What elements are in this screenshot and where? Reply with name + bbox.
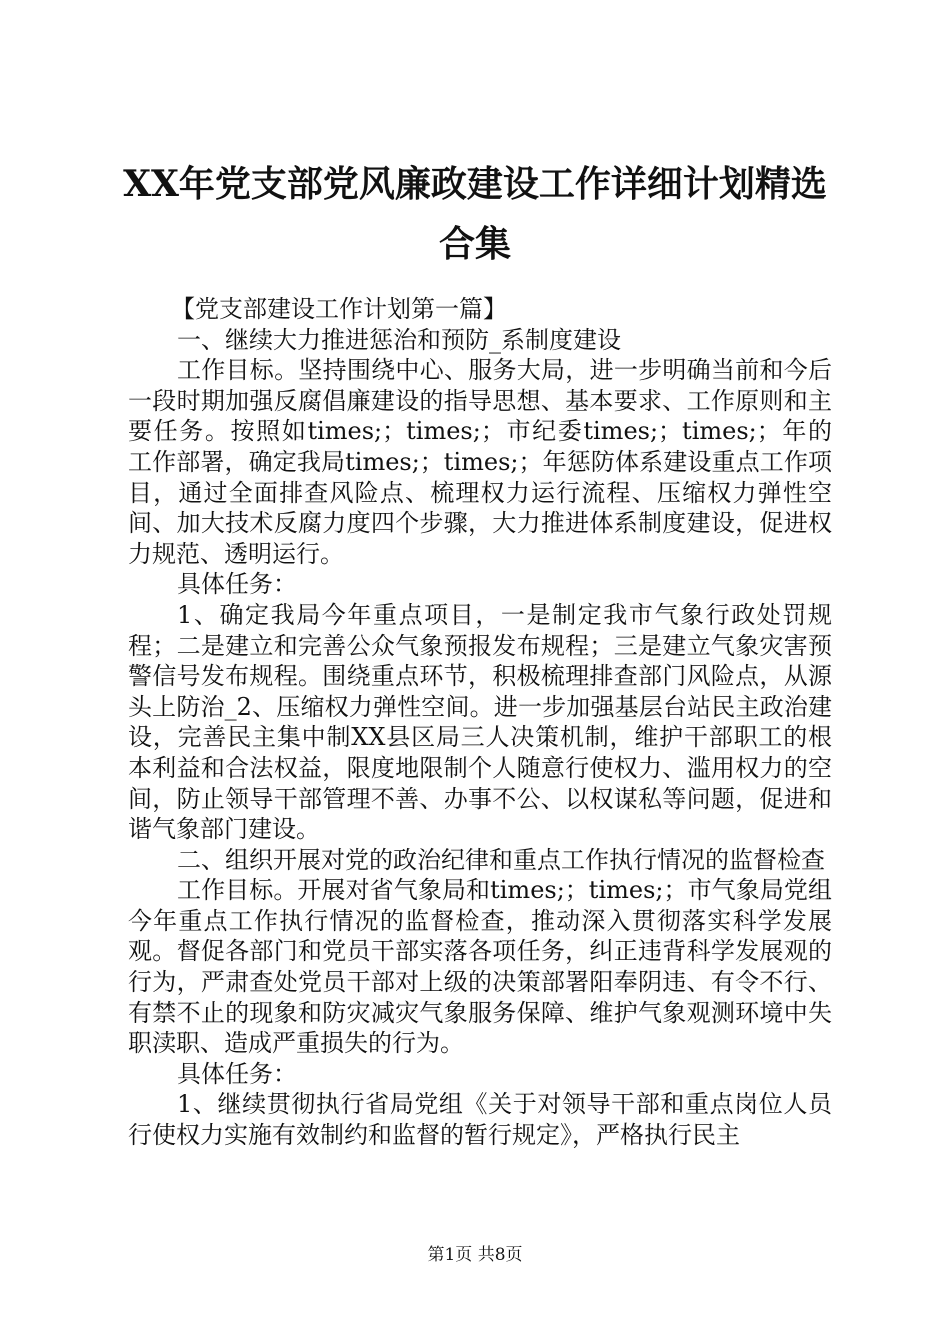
subsection-heading: 一、继续大力推进惩治和预防_系制度建设 bbox=[177, 325, 621, 354]
paragraph: 1、确定我局今年重点项目，一是制定我市气象行政处罚规程；二是建立和完善公众气象预报发布规程；三是建立气象灾害预警信号发布规程。围绕重点环节，积极梳理排查部门风险点，从源头上防治_2、压缩权力弹性空间。进一步加强基层台站民主政治建设，完善民主集中制XX县区局三人决策机制，维护干部职工的根本利益和合法权益，限度地限制个人随意行使权力、滥用权力的空间，防止领导干部管理不善、办事不公、以权谋私等问题，促进和谐气象部门建设。 bbox=[128, 600, 832, 844]
paragraph-label: 具体任务： bbox=[177, 1059, 297, 1088]
paragraph-label: 具体任务： bbox=[177, 570, 297, 599]
title-line-1: XX年党支部党风廉政建设工作详细计划精选 bbox=[123, 163, 827, 205]
subsection-heading: 二、组织开展对党的政治纪律和重点工作执行情况的监督检查 bbox=[177, 845, 825, 874]
title-line-2: 合集 bbox=[438, 223, 511, 265]
document-body bbox=[128, 294, 832, 1151]
document-title bbox=[100, 154, 850, 274]
paragraph: 工作目标。坚持围绕中心、服务大局，进一步明确当前和今后一段时期加强反腐倡廉建设的指导思想、基本要求、工作原则和主要任务。按照如times;；times;；市纪委times;；times;；年的工作部署，确定我局times;；times;；年惩防体系建设重点工作项目，通过全面排查风险点、梳理权力运行流程、压缩权力弹性空间、加大技术反腐力度四个步骤，大力推进体系制度建设，促进权力规范、透明运行。 bbox=[128, 356, 832, 568]
paragraph: 1、继续贯彻执行省局党组《关于对领导干部和重点岗位人员行使权力实施有效制约和监督的暂行规定》，严格执行民主 bbox=[128, 1090, 832, 1150]
paragraph: 工作目标。开展对省气象局和times;；times;；市气象局党组今年重点工作执行情况的监督检查，推动深入贯彻落实科学发展观。督促各部门和党员干部实落各项任务，纠正违背科学发展观的行为，严肃查处党员干部对上级的决策部署阳奉阴违、有令不行、有禁不止的现象和防灾减灾气象服务保障、维护气象观测环境中失职渎职、造成严重损失的行为。 bbox=[128, 876, 832, 1058]
section-heading: 【党支部建设工作计划第一篇】 bbox=[171, 295, 507, 323]
page-footer: 第1页 共8页 bbox=[427, 1245, 523, 1265]
